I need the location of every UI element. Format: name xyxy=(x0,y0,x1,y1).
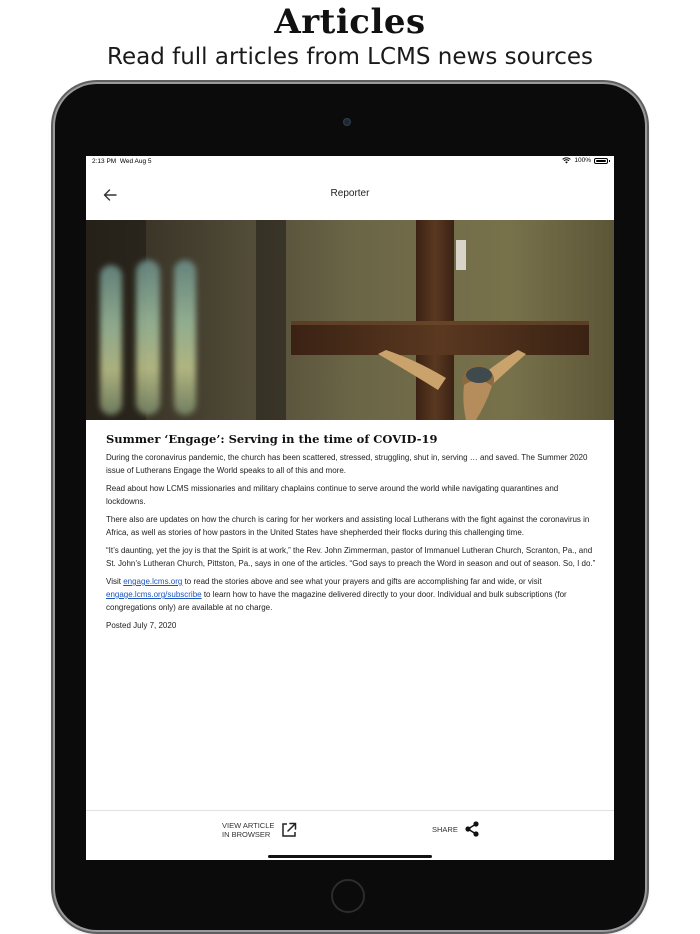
article-hero-image xyxy=(86,220,614,420)
status-bar xyxy=(86,156,614,168)
status-indicators xyxy=(562,157,608,164)
front-camera xyxy=(343,118,351,126)
subscribe-link[interactable]: engage.lcms.org/subscribe xyxy=(106,590,202,599)
nav-bar xyxy=(86,168,614,220)
external-link-icon xyxy=(280,821,298,839)
share-button[interactable] xyxy=(432,821,480,837)
article-paragraph-1: During the coronavirus pandemic, the church has been scattered, stressed, struggling, shut in, serving … and saved. The Summer 2020 issue of Lutherans Engage the World speaks to all of this and more. xyxy=(106,453,588,475)
view-label-line-1: VIEW ARTICLE xyxy=(222,821,275,830)
nav-title: Reporter xyxy=(330,188,370,199)
view-in-browser-button[interactable] xyxy=(222,821,298,839)
status-time-value: 2:13 PM xyxy=(92,158,117,165)
battery-fill xyxy=(596,160,606,162)
promo-title: Articles xyxy=(274,2,426,42)
status-time xyxy=(92,158,152,165)
engage-link[interactable]: engage.lcms.org xyxy=(123,577,183,586)
article-paragraph-2: Read about how LCMS missionaries and military chaplains continue to serve around the world while navigating quarantines and lockdowns. xyxy=(106,484,559,506)
paragraph-5-text-middle: to read the stories above and see what your prayers and gifts are accomplishing far and wide, or visit xyxy=(182,577,542,586)
share-label: SHARE xyxy=(432,824,458,834)
share-icon xyxy=(464,821,480,837)
crucifix-photo xyxy=(86,220,614,420)
battery-icon xyxy=(594,158,608,164)
bottom-action-bar xyxy=(86,810,614,851)
paragraph-5-text-after: to learn how to have the magazine delivered directly to your door. Individual and bulk subscriptions (for congregations only) are available at no charge. xyxy=(106,590,567,612)
home-indicator[interactable] xyxy=(268,855,432,858)
tablet-device-frame xyxy=(55,84,645,930)
article-body xyxy=(106,432,596,637)
promo-subtitle: Read full articles from LCMS news sources xyxy=(107,44,593,70)
article-paragraph-5 xyxy=(106,575,596,614)
battery-percent: 100% xyxy=(574,157,591,164)
view-label-line-2: IN BROWSER xyxy=(222,830,271,839)
posted-date: Posted July 7, 2020 xyxy=(106,621,177,630)
article-title: Summer ‘Engage’: Serving in the time of COVID-19 xyxy=(106,432,438,446)
view-in-browser-label xyxy=(222,821,274,839)
app-screen xyxy=(86,156,614,860)
paragraph-5-text-before: Visit xyxy=(106,577,124,586)
article-paragraph-4: “It’s daunting, yet the joy is that the Spirit is at work,” the Rev. John Zimmerman, pastor of Immanuel Lutheran Church, Scranton, Pa., and St. John’s Lutheran Church, Pittston, Pa., says in one of the articles. “God says to preach the Word in season and out of season. So, I do.” xyxy=(106,546,596,568)
article-paragraph-3: There also are updates on how the church is caring for her workers and assisting local Lutherans with the fight against the coronavirus in Africa, as well as stories of how pastors in the United States have shepherded their flocks during this challenging time. xyxy=(106,515,590,537)
wifi-icon xyxy=(562,157,571,164)
status-date-value: Wed Aug 5 xyxy=(119,158,152,165)
home-button[interactable] xyxy=(331,879,365,913)
